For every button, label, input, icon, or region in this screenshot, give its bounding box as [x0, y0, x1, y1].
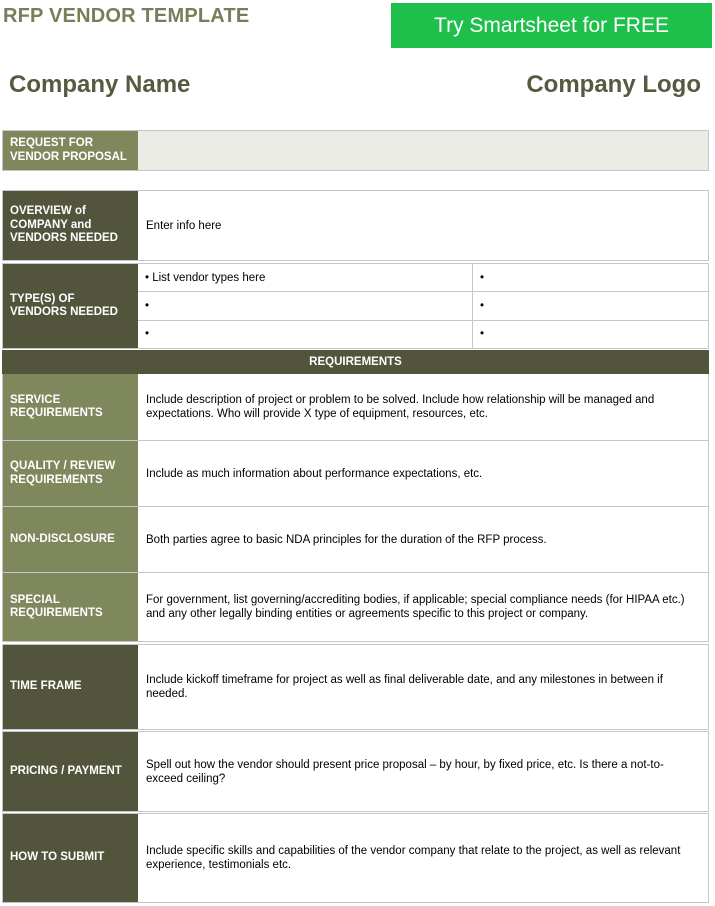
detail-value[interactable]: Include specific skills and capabilities of the vendor company that relate to the project, as well as relevant experience, testimonials etc.	[138, 814, 708, 902]
vendor-type-cell[interactable]: •	[138, 321, 473, 348]
requirement-value[interactable]: Include as much information about performance expectations, etc.	[138, 441, 708, 506]
vendor-type-cell[interactable]: •	[138, 292, 473, 319]
vendor-type-cell[interactable]: •	[480, 299, 485, 312]
vendor-types-grid	[138, 264, 708, 348]
detail-label: TIME FRAME	[3, 645, 138, 729]
requirement-label: SPECIAL REQUIREMENTS	[3, 573, 138, 641]
company-logo-placeholder[interactable]: Company Logo	[526, 71, 701, 98]
pricing-payment-row	[2, 731, 709, 812]
overview-value[interactable]: Enter info here	[138, 191, 708, 260]
time-frame-row	[2, 644, 709, 730]
vendor-types-grid-row	[138, 321, 708, 348]
vendor-type-cell[interactable]: •	[480, 271, 485, 284]
vendor-types-row	[2, 263, 709, 349]
service-requirements-row	[2, 374, 709, 441]
detail-value[interactable]: Include kickoff timeframe for project as well as final deliverable date, and any milestones in between if needed.	[138, 645, 708, 729]
overview-row	[2, 190, 709, 261]
requirement-label: NON-DISCLOSURE	[3, 507, 138, 572]
requirement-label: SERVICE REQUIREMENTS	[3, 374, 138, 440]
vendor-types-grid-row	[138, 264, 708, 292]
requirement-value[interactable]: For government, list governing/accrediting bodies, if applicable; special compliance needs (for HIPAA etc.) and any other legally binding entities or agreements specific to this project or company.	[138, 573, 708, 641]
vendor-types-label: TYPE(S) OF VENDORS NEEDED	[3, 264, 138, 348]
non-disclosure-row	[2, 506, 709, 573]
requirement-value[interactable]: Include description of project or problem to be solved. Include how relationship will be managed and expectations. Who will provide X type of equipment, resources, etc.	[138, 374, 708, 440]
vendor-types-grid-row	[138, 292, 708, 320]
request-label: REQUEST FOR VENDOR PROPOSAL	[3, 131, 138, 170]
vendor-type-cell[interactable]: • List vendor types here	[138, 264, 473, 291]
requirement-label: QUALITY / REVIEW REQUIREMENTS	[3, 441, 138, 506]
detail-label: PRICING / PAYMENT	[3, 732, 138, 811]
page-title: RFP VENDOR TEMPLATE	[3, 5, 250, 27]
company-name[interactable]: Company Name	[9, 71, 191, 98]
requirements-header: REQUIREMENTS	[2, 350, 709, 374]
requirement-value[interactable]: Both parties agree to basic NDA principles for the duration of the RFP process.	[138, 507, 708, 572]
special-requirements-row	[2, 572, 709, 642]
request-row	[2, 130, 709, 171]
overview-label: OVERVIEW of COMPANY and VENDORS NEEDED	[3, 191, 138, 260]
vendor-type-cell[interactable]: •	[480, 328, 485, 341]
try-smartsheet-button[interactable]: Try Smartsheet for FREE	[391, 3, 712, 48]
how-to-submit-row	[2, 813, 709, 903]
request-value[interactable]	[138, 131, 708, 170]
detail-label: HOW TO SUBMIT	[3, 814, 138, 902]
detail-value[interactable]: Spell out how the vendor should present price proposal – by hour, by fixed price, etc. Is there a not-to-exceed ceiling?	[138, 732, 708, 811]
quality-review-row	[2, 440, 709, 507]
